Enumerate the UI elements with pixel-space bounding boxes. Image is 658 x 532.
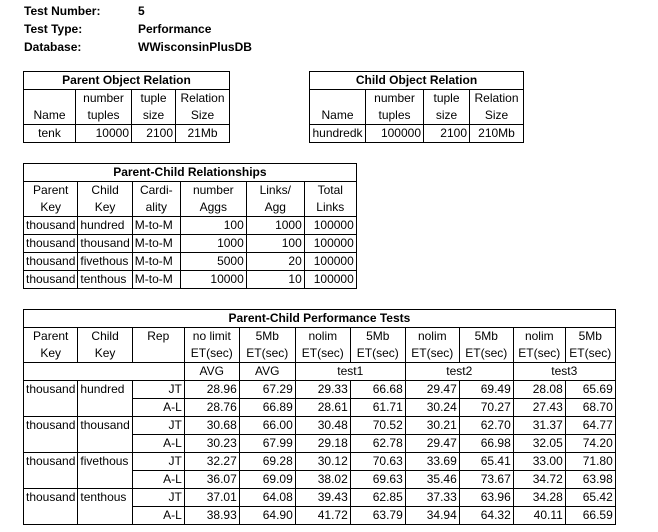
table-cell bbox=[24, 471, 78, 489]
header-cell: ET(sec) bbox=[459, 345, 513, 363]
table-cell: 66.98 bbox=[459, 435, 513, 453]
test-number-label: Test Number: bbox=[24, 4, 101, 18]
table-cell: 100000 bbox=[366, 125, 424, 143]
group-label: test3 bbox=[513, 363, 615, 381]
header-cell: Agg bbox=[246, 199, 304, 217]
test-header bbox=[24, 2, 252, 56]
table-cell: tenk bbox=[24, 125, 76, 143]
header-cell: Size bbox=[176, 107, 230, 125]
header-cell: Rep bbox=[132, 328, 184, 346]
header-cell: Key bbox=[78, 199, 132, 217]
test-number: 5 bbox=[138, 4, 145, 18]
header-cell: Name bbox=[24, 107, 76, 125]
table-row bbox=[24, 453, 616, 471]
table-cell: 28.76 bbox=[184, 399, 239, 417]
table-cell: 27.43 bbox=[513, 399, 565, 417]
table-cell: tenthous bbox=[78, 489, 132, 507]
relationships-title: Parent-Child Relationships bbox=[24, 164, 357, 182]
header-cell: Links bbox=[304, 199, 356, 217]
table-cell: 64.90 bbox=[239, 507, 295, 525]
header-cell: no limit bbox=[184, 328, 239, 346]
header-cell: nolim bbox=[405, 328, 459, 346]
table-cell: tenthous bbox=[78, 271, 132, 289]
table-cell: 69.49 bbox=[459, 381, 513, 399]
header-cell: nolim bbox=[513, 328, 565, 346]
table-cell: 33.69 bbox=[405, 453, 459, 471]
table-cell: 63.96 bbox=[459, 489, 513, 507]
table-cell: M-to-M bbox=[132, 271, 180, 289]
table-cell: 38.02 bbox=[295, 471, 350, 489]
table-cell: 66.59 bbox=[565, 507, 615, 525]
header-cell: ET(sec) bbox=[295, 345, 350, 363]
header-cell bbox=[132, 345, 184, 363]
table-cell: A-L bbox=[132, 435, 184, 453]
table-cell: JT bbox=[132, 489, 184, 507]
table-cell bbox=[24, 399, 78, 417]
header-cell: Cardi- bbox=[132, 182, 180, 200]
header-cell: Child bbox=[78, 328, 132, 346]
table-cell: M-to-M bbox=[132, 217, 180, 235]
header-cell: tuple bbox=[132, 90, 176, 108]
table-cell: 29.47 bbox=[405, 435, 459, 453]
table-cell: fivethous bbox=[78, 253, 132, 271]
table-cell: thousand bbox=[24, 235, 78, 253]
table-cell: 69.28 bbox=[239, 453, 295, 471]
header-cell: ET(sec) bbox=[350, 345, 405, 363]
table-cell: 69.63 bbox=[350, 471, 405, 489]
table-row bbox=[24, 417, 616, 435]
table-cell: 40.11 bbox=[513, 507, 565, 525]
table-cell: thousand bbox=[78, 235, 132, 253]
table-cell: 30.12 bbox=[295, 453, 350, 471]
header-cell: ET(sec) bbox=[239, 345, 295, 363]
table-cell: 21Mb bbox=[176, 125, 230, 143]
table-cell: 32.27 bbox=[184, 453, 239, 471]
table-cell: 64.77 bbox=[565, 417, 615, 435]
table-cell: 30.68 bbox=[184, 417, 239, 435]
header-cell: Aggs bbox=[180, 199, 246, 217]
table-cell: 2100 bbox=[424, 125, 470, 143]
header-cell: Relation bbox=[470, 90, 524, 108]
header-cell bbox=[24, 90, 76, 108]
table-cell: 1000 bbox=[180, 235, 246, 253]
header-cell: nolim bbox=[295, 328, 350, 346]
table-cell: 32.05 bbox=[513, 435, 565, 453]
header-cell: Key bbox=[24, 199, 78, 217]
table-cell: 28.61 bbox=[295, 399, 350, 417]
table-cell: 35.46 bbox=[405, 471, 459, 489]
group-spacer bbox=[24, 363, 185, 381]
table-row bbox=[24, 507, 616, 525]
header-cell: Parent bbox=[24, 182, 78, 200]
table-cell: 61.71 bbox=[350, 399, 405, 417]
table-cell: 37.01 bbox=[184, 489, 239, 507]
table-cell: 68.70 bbox=[565, 399, 615, 417]
table-cell: M-to-M bbox=[132, 235, 180, 253]
test-type-label: Test Type: bbox=[24, 22, 83, 36]
table-cell: 67.29 bbox=[239, 381, 295, 399]
header-cell: size bbox=[132, 107, 176, 125]
table-cell: 67.99 bbox=[239, 435, 295, 453]
table-cell: thousand bbox=[78, 417, 132, 435]
table-cell: 5000 bbox=[180, 253, 246, 271]
header-cell: 5Mb bbox=[565, 328, 615, 346]
table-cell bbox=[24, 435, 78, 453]
table-cell: 10000 bbox=[76, 125, 132, 143]
table-cell: 30.23 bbox=[184, 435, 239, 453]
group-label: test1 bbox=[295, 363, 405, 381]
table-cell: 29.18 bbox=[295, 435, 350, 453]
header-cell: ET(sec) bbox=[565, 345, 615, 363]
table-cell: thousand bbox=[24, 253, 78, 271]
header-cell bbox=[310, 90, 366, 108]
table-cell: 30.24 bbox=[405, 399, 459, 417]
header-cell: ality bbox=[132, 199, 180, 217]
child-object-table bbox=[309, 71, 524, 143]
table-cell: fivethous bbox=[78, 453, 132, 471]
table-cell: 65.41 bbox=[459, 453, 513, 471]
table-row bbox=[24, 253, 357, 271]
header-cell: ET(sec) bbox=[405, 345, 459, 363]
table-cell: 29.33 bbox=[295, 381, 350, 399]
table-cell: 31.37 bbox=[513, 417, 565, 435]
group-label: AVG bbox=[239, 363, 295, 381]
table-cell: 10000 bbox=[180, 271, 246, 289]
database-name: WWisconsinPlusDB bbox=[138, 40, 252, 54]
table-cell: 34.72 bbox=[513, 471, 565, 489]
table-cell bbox=[24, 507, 78, 525]
header-cell: tuples bbox=[76, 107, 132, 125]
table-cell: 100000 bbox=[304, 271, 356, 289]
table-cell: A-L bbox=[132, 399, 184, 417]
header-cell: number bbox=[180, 182, 246, 200]
header-cell: Size bbox=[470, 107, 524, 125]
header-cell: ET(sec) bbox=[513, 345, 565, 363]
header-cell: Relation bbox=[176, 90, 230, 108]
table-cell: 100000 bbox=[304, 253, 356, 271]
table-cell: JT bbox=[132, 453, 184, 471]
table-cell: 64.08 bbox=[239, 489, 295, 507]
table-cell: A-L bbox=[132, 471, 184, 489]
header-cell: 5Mb bbox=[459, 328, 513, 346]
table-cell: 28.08 bbox=[513, 381, 565, 399]
table-cell: 66.68 bbox=[350, 381, 405, 399]
header-cell: Child bbox=[78, 182, 132, 200]
header-cell: 5Mb bbox=[350, 328, 405, 346]
table-cell: 210Mb bbox=[470, 125, 524, 143]
table-cell: JT bbox=[132, 417, 184, 435]
table-cell: 71.80 bbox=[565, 453, 615, 471]
table-cell: hundredk bbox=[310, 125, 366, 143]
table-cell: 74.20 bbox=[565, 435, 615, 453]
table-cell: 100000 bbox=[304, 217, 356, 235]
table-cell: hundred bbox=[78, 381, 132, 399]
table-cell: 36.07 bbox=[184, 471, 239, 489]
header-cell: Key bbox=[24, 345, 78, 363]
table-cell: 63.98 bbox=[565, 471, 615, 489]
performance-title: Parent-Child Performance Tests bbox=[24, 310, 616, 328]
table-cell: 73.67 bbox=[459, 471, 513, 489]
table-cell: 100 bbox=[246, 235, 304, 253]
database-label: Database: bbox=[24, 40, 82, 54]
table-cell: 100 bbox=[180, 217, 246, 235]
table-cell: 29.47 bbox=[405, 381, 459, 399]
table-cell: hundred bbox=[78, 217, 132, 235]
header-cell: Key bbox=[78, 345, 132, 363]
table-cell: 37.33 bbox=[405, 489, 459, 507]
table-row bbox=[24, 217, 357, 235]
table-cell: 62.70 bbox=[459, 417, 513, 435]
table-cell: 62.85 bbox=[350, 489, 405, 507]
header-cell: number bbox=[76, 90, 132, 108]
table-cell: 62.78 bbox=[350, 435, 405, 453]
header-cell: Links/ bbox=[246, 182, 304, 200]
header-cell: 5Mb bbox=[239, 328, 295, 346]
table-row bbox=[24, 399, 616, 417]
table-cell: 64.32 bbox=[459, 507, 513, 525]
table-cell: thousand bbox=[24, 271, 78, 289]
table-cell: thousand bbox=[24, 381, 78, 399]
table-cell: 30.21 bbox=[405, 417, 459, 435]
table-cell bbox=[78, 399, 132, 417]
header-cell: tuple bbox=[424, 90, 470, 108]
table-cell: 70.52 bbox=[350, 417, 405, 435]
header-cell: number bbox=[366, 90, 424, 108]
header-cell: ET(sec) bbox=[184, 345, 239, 363]
table-cell: 100000 bbox=[304, 235, 356, 253]
table-row bbox=[24, 435, 616, 453]
table-cell: 70.27 bbox=[459, 399, 513, 417]
table-cell: thousand bbox=[24, 417, 78, 435]
table-cell: 28.96 bbox=[184, 381, 239, 399]
table-row bbox=[24, 489, 616, 507]
relationships-table bbox=[23, 163, 357, 289]
table-cell: JT bbox=[132, 381, 184, 399]
table-cell: 30.48 bbox=[295, 417, 350, 435]
table-cell: 66.89 bbox=[239, 399, 295, 417]
parent-title: Parent Object Relation bbox=[24, 72, 230, 90]
table-row bbox=[24, 271, 357, 289]
performance-table bbox=[23, 309, 616, 525]
table-cell: 20 bbox=[246, 253, 304, 271]
table-cell: thousand bbox=[24, 217, 78, 235]
table-cell bbox=[78, 471, 132, 489]
test-type: Performance bbox=[138, 22, 212, 36]
header-cell: Parent bbox=[24, 328, 78, 346]
table-cell: 69.09 bbox=[239, 471, 295, 489]
table-cell: 10 bbox=[246, 271, 304, 289]
table-cell: 34.28 bbox=[513, 489, 565, 507]
table-cell bbox=[78, 507, 132, 525]
table-cell: 1000 bbox=[246, 217, 304, 235]
table-cell: 66.00 bbox=[239, 417, 295, 435]
table-cell: 41.72 bbox=[295, 507, 350, 525]
group-label: AVG bbox=[184, 363, 239, 381]
table-cell: 39.43 bbox=[295, 489, 350, 507]
table-cell: 63.79 bbox=[350, 507, 405, 525]
table-cell: 2100 bbox=[132, 125, 176, 143]
table-cell: 65.69 bbox=[565, 381, 615, 399]
table-cell: M-to-M bbox=[132, 253, 180, 271]
header-cell: size bbox=[424, 107, 470, 125]
table-cell: 33.00 bbox=[513, 453, 565, 471]
header-cell: Name bbox=[310, 107, 366, 125]
group-label: test2 bbox=[405, 363, 513, 381]
table-cell: 38.93 bbox=[184, 507, 239, 525]
parent-object-table bbox=[23, 71, 230, 143]
table-cell: 70.63 bbox=[350, 453, 405, 471]
table-row bbox=[24, 381, 616, 399]
table-row bbox=[24, 235, 357, 253]
header-cell: tuples bbox=[366, 107, 424, 125]
table-cell: 65.42 bbox=[565, 489, 615, 507]
table-cell: thousand bbox=[24, 453, 78, 471]
table-cell: A-L bbox=[132, 507, 184, 525]
table-row bbox=[24, 471, 616, 489]
table-cell bbox=[78, 435, 132, 453]
table-cell: thousand bbox=[24, 489, 78, 507]
child-title: Child Object Relation bbox=[310, 72, 524, 90]
table-cell: 34.94 bbox=[405, 507, 459, 525]
header-cell: Total bbox=[304, 182, 356, 200]
